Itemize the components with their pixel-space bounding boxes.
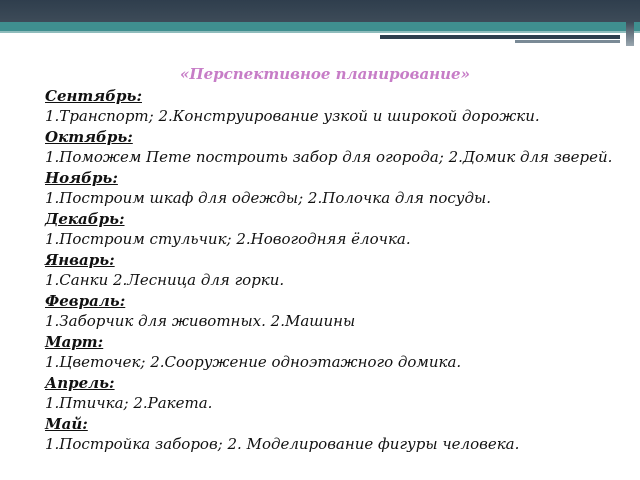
month-text-may: 1.Постройка заборов; 2. Моделирование фигуры человека. (45, 435, 520, 453)
slide-content (45, 64, 625, 455)
month-heading-october: Октябрь: (45, 128, 133, 146)
month-heading-may: Май: (45, 415, 88, 433)
header-accent-edge (626, 22, 634, 46)
month-heading-march: Март: (45, 333, 104, 351)
month-heading-february: Февраль: (45, 292, 126, 310)
month-text-november: 1.Построим шкаф для одежды; 2.Полочка для посуды. (45, 189, 491, 207)
slide-title: «Перспективное планирование» (180, 65, 470, 83)
header-teal-stripe (0, 22, 640, 31)
month-text-march: 1.Цветочек; 2.Сооружение одноэтажного домика. (45, 353, 462, 371)
month-text-october: 1.Поможем Пете построить забор для огорода; 2.Домик для зверей. (45, 148, 613, 166)
header-accent-bar-small (515, 40, 620, 43)
month-heading-november: Ноябрь: (45, 169, 118, 187)
month-text-january: 1.Санки 2.Лесница для горки. (45, 271, 285, 289)
month-heading-september: Сентябрь: (45, 87, 142, 105)
month-heading-january: Январь: (45, 251, 115, 269)
month-text-september: 1.Транспорт; 2.Конструирование узкой и широкой дорожки. (45, 107, 540, 125)
month-heading-april: Апрель: (45, 374, 115, 392)
month-text-april: 1.Птичка; 2.Ракета. (45, 394, 213, 412)
month-heading-december: Декабрь: (45, 210, 125, 228)
month-text-december: 1.Построим стульчик; 2.Новогодняя ёлочка. (45, 230, 411, 248)
header-band (0, 0, 640, 22)
header-accent-bar (380, 35, 620, 39)
header-teal-line (0, 31, 640, 33)
month-text-february: 1.Заборчик для животных. 2.Машины (45, 312, 356, 330)
